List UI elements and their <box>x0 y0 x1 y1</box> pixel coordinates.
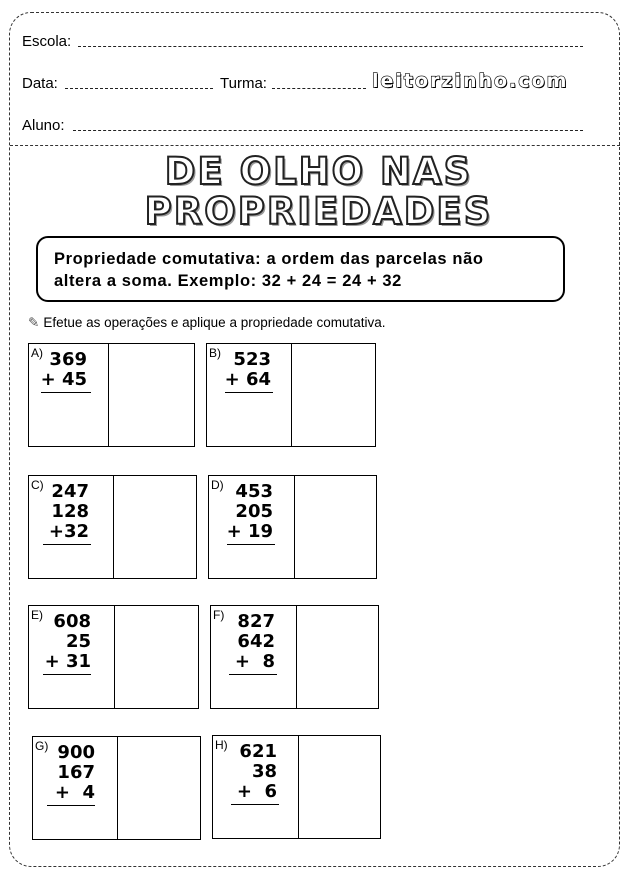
student-field[interactable] <box>73 130 583 131</box>
page-title-line1: DE OLHO NAS <box>164 150 473 193</box>
date-label: Data: <box>22 75 58 92</box>
addend: 247 <box>51 481 89 502</box>
exercise-a <box>28 343 195 447</box>
addend: 642 <box>237 631 275 652</box>
page-title-line2: PROPRIEDADES <box>144 190 493 233</box>
sum-line <box>41 392 91 393</box>
exercise-h <box>212 735 381 839</box>
school-field[interactable] <box>78 46 583 47</box>
exercise-letter: H) <box>215 738 228 752</box>
exercise-g <box>32 736 201 840</box>
student-label: Aluno: <box>22 117 65 134</box>
exercise-numbers <box>39 482 89 542</box>
addend: 25 <box>65 631 91 652</box>
addend: + 8 <box>234 651 275 672</box>
exercise-letter: C) <box>31 478 44 492</box>
sum-line <box>47 805 95 806</box>
instruction-text: Efetue as operações e aplique a propriedade comutativa. <box>43 315 386 330</box>
date-field[interactable] <box>65 88 213 89</box>
header-separator <box>10 145 620 146</box>
sum-line <box>43 674 91 675</box>
exercise-divider <box>114 606 115 708</box>
sum-line <box>229 674 277 675</box>
exercise-f <box>210 605 379 709</box>
exercise-divider <box>294 476 295 578</box>
exercise-divider <box>113 476 114 578</box>
exercise-letter: E) <box>31 608 43 622</box>
exercise-numbers <box>227 742 277 802</box>
addend: 167 <box>57 762 95 783</box>
exercise-divider <box>296 606 297 708</box>
exercise-letter: F) <box>213 608 225 622</box>
exercise-numbers <box>225 612 275 672</box>
sum-line <box>227 544 275 545</box>
exercise-c <box>28 475 197 579</box>
addend: + 4 <box>54 782 95 803</box>
addend: 453 <box>235 481 273 502</box>
addend: +32 <box>48 521 89 542</box>
rule-line2: altera a soma. Exemplo: 32 + 24 = 24 + 32 <box>54 272 402 290</box>
addend: 621 <box>239 741 277 762</box>
exercise-e <box>28 605 199 709</box>
pencil-icon: ✎ <box>28 315 40 330</box>
exercise-numbers <box>41 612 91 672</box>
addend: 608 <box>53 611 91 632</box>
addend: 369 <box>49 349 87 370</box>
exercise-b <box>206 343 376 447</box>
exercise-d <box>208 475 377 579</box>
exercise-numbers <box>223 482 273 542</box>
exercise-letter: G) <box>35 739 49 753</box>
addend: 128 <box>51 501 89 522</box>
addend: + 19 <box>226 521 273 542</box>
addend: + 64 <box>224 369 271 390</box>
exercise-divider <box>108 344 109 446</box>
rule-box <box>36 236 565 302</box>
sum-line <box>43 544 91 545</box>
exercise-numbers <box>221 350 271 390</box>
exercise-divider <box>291 344 292 446</box>
addend: + 45 <box>40 369 87 390</box>
sum-line <box>231 804 279 805</box>
exercise-numbers <box>39 350 87 390</box>
class-field[interactable] <box>272 88 366 89</box>
school-label: Escola: <box>22 33 72 50</box>
addend: + 6 <box>236 781 277 802</box>
exercise-letter: B) <box>209 346 221 360</box>
exercise-letter: D) <box>211 478 224 492</box>
addend: 827 <box>237 611 275 632</box>
exercise-letter: A) <box>31 346 43 360</box>
brand-logo: leitorzinho.com <box>372 70 569 92</box>
rule-line1: Propriedade comutativa: a ordem das parcelas não <box>54 250 484 268</box>
addend: 205 <box>235 501 273 522</box>
instruction <box>28 315 386 331</box>
addend: 523 <box>233 349 271 370</box>
exercise-numbers <box>45 743 95 803</box>
exercise-divider <box>117 737 118 839</box>
exercise-divider <box>298 736 299 838</box>
class-label: Turma: <box>220 75 267 92</box>
addend: + 31 <box>44 651 91 672</box>
sum-line <box>225 392 273 393</box>
addend: 900 <box>57 742 95 763</box>
addend: 38 <box>251 761 277 782</box>
